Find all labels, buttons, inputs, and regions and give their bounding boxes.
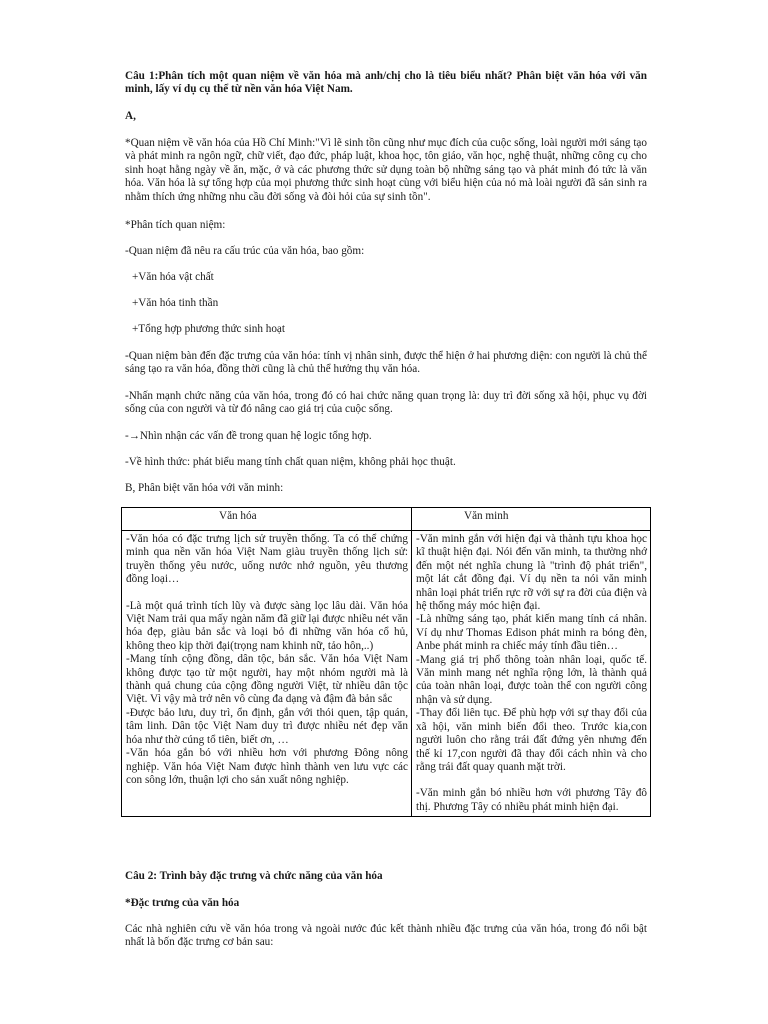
question-1-title: Câu 1:Phân tích một quan niệm về văn hóa mà anh/chị cho là tiêu biểu nhất? Phân biệt văn hóa với văn minh, lấy ví dụ cụ thể từ nền văn hóa Việt Nam. — [125, 70, 647, 96]
culture-point: -Là một quá trình tích lũy và được sàng lọc lâu dài. Văn hóa Việt Nam trải qua mấy ngàn năm đã giữ lại được nhiều nét văn hóa đẹp, giàu bản sắc và loại bỏ đi những văn hóa cổ hủ, không theo kịp thời đại(trọng nam khinh nữ, tảo hôn,..) — [126, 599, 408, 652]
structure-intro: -Quan niệm đã nêu ra cấu trúc của văn hóa, bao gồm: — [125, 245, 365, 257]
culture-point: -Được bảo lưu, duy trì, ổn định, gắn với thói quen, tập quán, tâm linh. Dân tộc Việt Nam duy trì được nhiều nét đẹp văn hóa như thờ cúng tổ tiên, biết ơn, … — [126, 706, 408, 746]
culture-point: -Mang tính cộng đồng, dân tộc, bản sắc. Văn hóa Việt Nam không được tạo từ một người, hay một nhóm người mà là thành quả chung của cộng đồng người Việt, từ nhiều dân tộc Việt. Vì vậy mà trở nên vô cùng đa dạng và đậm đà bản sắc — [126, 653, 408, 706]
function-point: -Nhấn mạnh chức năng của văn hóa, trong đó có hai chức năng quan trọng là: duy trì đời sống xã hội, phục vụ đời sống của con người và từ đó nâng cao giá trị của cuộc sống. — [125, 390, 647, 416]
civilization-point: -Văn minh gắn với hiện đại và thành tựu khoa học kĩ thuật hiện đại. Nói đến văn minh, ta thường nhớ đến một nét nghĩa chung là "trình độ phát triển", một lát cắt đồng đại. Ví dụ nền ta nói văn minh nhân loại phát triển rực rỡ với sự ra đời của điện và hệ thống máy móc hiện đại. — [416, 533, 647, 613]
concept-paragraph: *Quan niệm về văn hóa của Hồ Chí Minh:"Vì lẽ sinh tồn cũng như mục đích của cuộc sống, loài người mới sáng tạo và phát minh ra ngôn ngữ, chữ viết, đạo đức, pháp luật, khoa học, tôn giáo, văn học, nghệ thuật, những công cụ cho sinh hoạt hằng ngày về ăn, mặc, ở và các phương thức sử dụng toàn bộ những sáng tạo và phát minh đó tức là văn hóa. Văn hóa là sự tổng hợp của mọi phương thức sinh hoạt cùng với biểu hiện của nó mà loài người đã sản sinh ra nhằm thích ứng những nhu cầu đời sống và đòi hỏi của sự sinh tồn". — [125, 137, 647, 203]
column-header-culture: Văn hóa — [122, 508, 412, 531]
civilization-point: -Là những sáng tạo, phát kiến mang tính cá nhân. Ví dụ như Thomas Edison phát minh ra bóng đèn, Anbe phát minh ra chiếc máy tính đầu tiên… — [416, 613, 647, 653]
table-header-row — [122, 508, 651, 531]
column-header-civilization: Văn minh — [412, 508, 651, 531]
structure-item: +Văn hóa tinh thần — [132, 297, 219, 309]
table-row — [122, 531, 651, 817]
features-subheading: *Đặc trưng của văn hóa — [125, 897, 240, 909]
section-a-heading: A, — [125, 110, 136, 122]
analysis-heading: *Phân tích quan niệm: — [125, 219, 226, 231]
civilization-cell — [412, 531, 651, 817]
section-b-heading: B, Phân biệt văn hóa với văn minh: — [125, 482, 284, 494]
features-intro: Các nhà nghiên cứu về văn hóa trong và ngoài nước đúc kết thành nhiều đặc trưng của văn hóa, trong đó nổi bật nhất là bốn đặc trưng cơ bản sau: — [125, 923, 647, 949]
culture-point: -Văn hóa có đặc trưng lịch sử truyền thống. Ta có thể chứng minh qua nền văn hóa Việt Nam giàu truyền thống lịch sử: truyền thống yêu nước, uống nước nhớ nguồn, yêu thương đồng loại… — [126, 533, 408, 586]
culture-cell — [122, 531, 412, 817]
structure-item: +Tổng hợp phương thức sinh hoạt — [132, 323, 286, 335]
comparison-table — [121, 507, 651, 817]
civilization-point: -Thay đổi liên tục. Để phù hợp với sự thay đổi của xã hội, văn minh biến đổi theo. Trước kia,con người luôn cho rằng trái đất đứng yên nhưng đến thế kỉ 17,con người đã thay đổi cách nhìn và cho rằng trái đất quay quanh mặt trời. — [416, 707, 647, 773]
civilization-point: -Văn minh gắn bó nhiều hơn với phương Tây đô thị. Phương Tây có nhiều phát minh hiện đại. — [416, 787, 647, 813]
structure-item: +Văn hóa vật chất — [132, 271, 214, 283]
culture-point: -Văn hóa gắn bó với nhiều hơn với phương Đông nông nghiệp. Văn hóa Việt Nam được hình thành ven lưu vực các con sông lớn, thuận lợi cho sản xuất nông nghiệp. — [126, 747, 408, 786]
logic-point: -→Nhìn nhận các vấn đề trong quan hệ logic tổng hợp. — [125, 430, 372, 442]
form-point: -Về hình thức: phát biểu mang tính chất quan niệm, không phải học thuật. — [125, 456, 456, 468]
civilization-point: -Mang giá trị phổ thông toàn nhân loại, quốc tế. Văn minh mang nét nghĩa rộng lớn, là thành quả của toàn nhân loại, được toàn thể con người công nhận và sử dụng. — [416, 653, 647, 706]
feature-point: -Quan niệm bàn đến đặc trưng của văn hóa: tính vị nhân sinh, được thể hiện ở hai phương diện: con người là chủ thể sáng tạo ra văn hóa, đồng thời cũng là chủ thể hưởng thụ văn hóa. — [125, 350, 647, 376]
question-2-title: Câu 2: Trình bày đặc trưng và chức năng của văn hóa — [125, 870, 383, 882]
